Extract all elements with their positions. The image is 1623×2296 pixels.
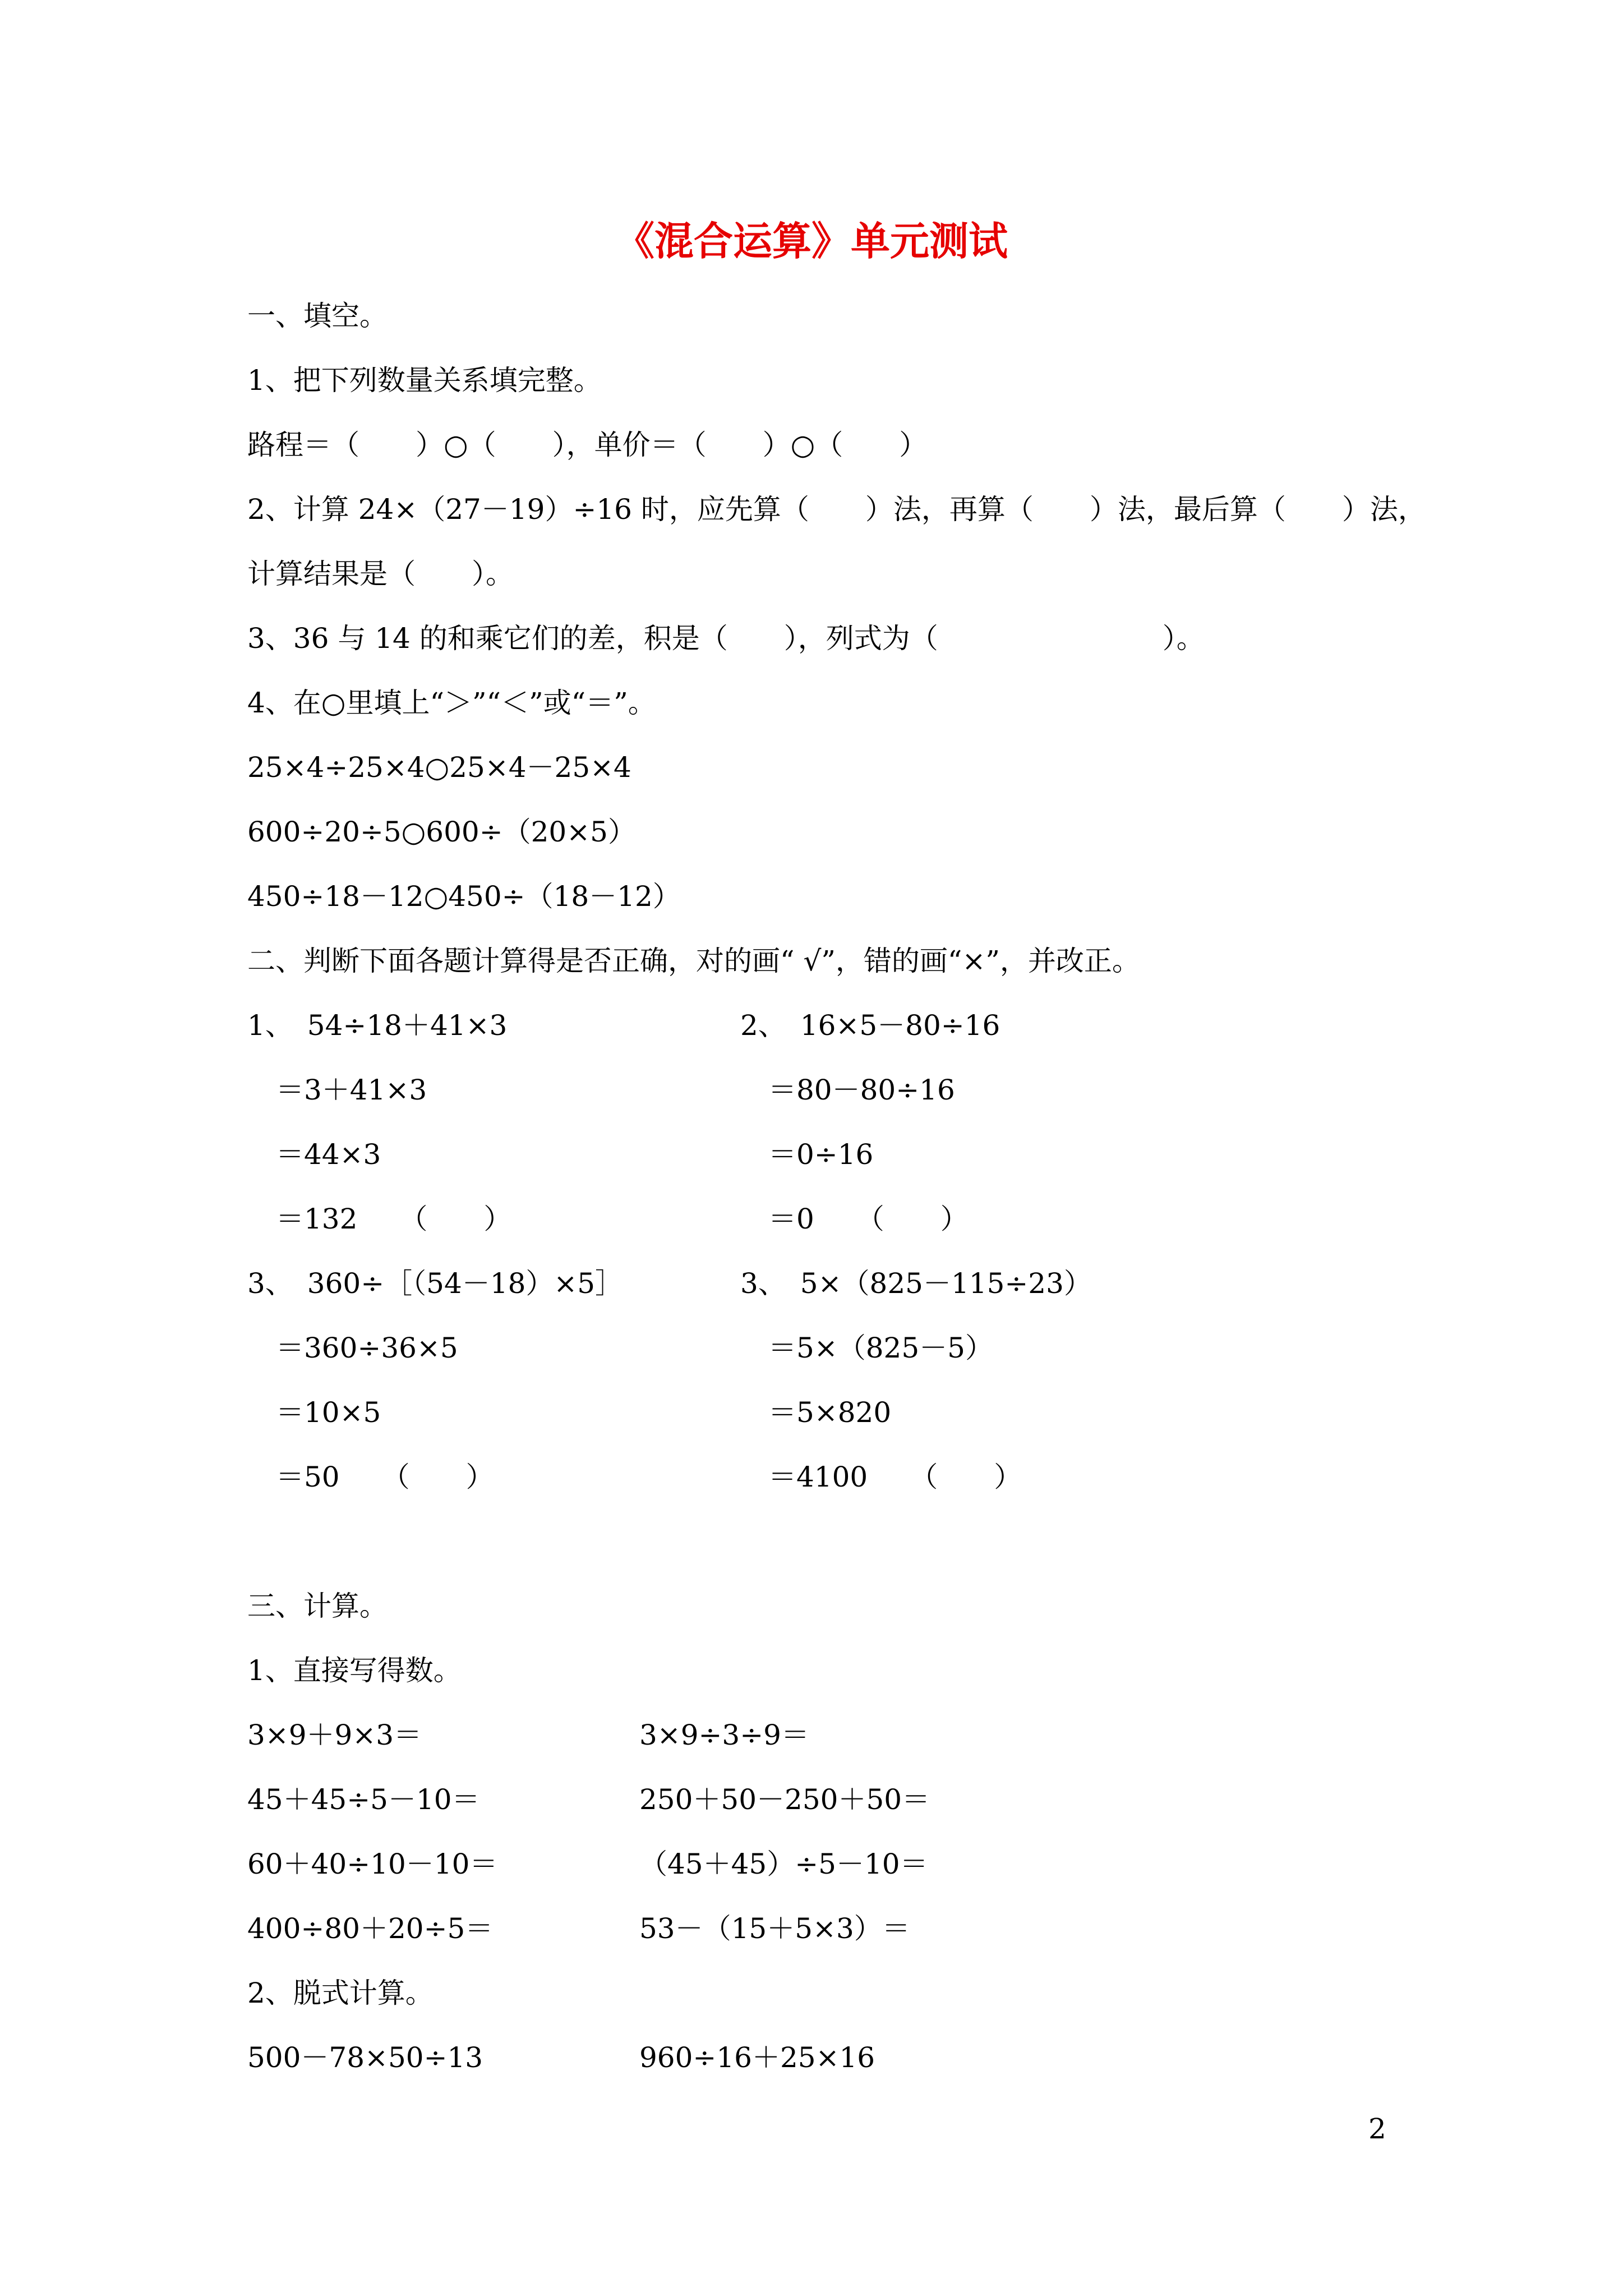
judge-4-step: ＝5×820 (768, 1396, 892, 1429)
judge-3-step: ＝360÷36×5 (276, 1332, 458, 1364)
question-1-3: 3、36 与 14 的和乘它们的差，积是（ ），列式为（ ）。 (247, 622, 1205, 655)
question-1-1: 1、把下列数量关系填完整。 (247, 364, 602, 397)
compare-item: 25×4÷25×4○25×4－25×4 (247, 751, 631, 784)
judge-4-step: 3、 5×（825－115÷23） (740, 1267, 1092, 1300)
compare-item: 450÷18－12○450÷（18－12） (247, 880, 681, 913)
question-3-2: 2、脱式计算。 (247, 1977, 434, 2009)
judge-1-step: ＝3＋41×3 (276, 1074, 427, 1106)
judge-4-step: ＝5×（825－5） (768, 1332, 993, 1364)
judge-2-step: ＝0 （ ） (768, 1203, 969, 1235)
judge-4-step: ＝4100 （ ） (768, 1461, 1022, 1493)
stepwise-calc-item: 500－78×50÷13 (247, 2041, 483, 2074)
question-1-4: 4、在○里填上“＞”“＜”或“＝”。 (247, 687, 656, 719)
direct-calc-item: 45＋45÷5－10＝ (247, 1783, 480, 1816)
section-1-heading: 一、填空。 (247, 300, 388, 332)
question-3-1: 1、直接写得数。 (247, 1654, 462, 1687)
question-1-1-line: 路程＝（ ）○（ ），单价＝（ ）○（ ） (247, 429, 928, 461)
judge-1-step: ＝132 （ ） (276, 1203, 512, 1235)
direct-calc-item: 3×9＋9×3＝ (247, 1719, 422, 1751)
judge-1-step: 1、 54÷18＋41×3 (247, 1009, 508, 1042)
direct-calc-item: 53－（15＋5×3）＝ (639, 1912, 910, 1945)
page-number: 2 (1368, 2113, 1386, 2145)
judge-3-step: ＝10×5 (276, 1396, 381, 1429)
stepwise-calc-item: 960÷16＋25×16 (639, 2041, 875, 2074)
judge-2-step: ＝0÷16 (768, 1138, 874, 1171)
judge-2-step: ＝80－80÷16 (768, 1074, 955, 1106)
direct-calc-item: 250＋50－250＋50＝ (639, 1783, 930, 1816)
direct-calc-item: 400÷80＋20÷5＝ (247, 1912, 494, 1945)
page-title: 《混合运算》单元测试 (615, 218, 1008, 264)
section-3-heading: 三、计算。 (247, 1590, 388, 1622)
judge-3-step: ＝50 （ ） (276, 1461, 494, 1493)
judge-1-step: ＝44×3 (276, 1138, 381, 1171)
direct-calc-item: 60＋40÷10－10＝ (247, 1848, 498, 1880)
question-1-2b: 计算结果是（ ）。 (247, 558, 514, 590)
section-2-heading: 二、判断下面各题计算得是否正确，对的画“ √”，错的画“×”，并改正。 (247, 945, 1140, 977)
compare-item: 600÷20÷5○600÷（20×5） (247, 816, 636, 848)
question-1-2a: 2、计算 24×（27－19）÷16 时，应先算（ ）法，再算（ ）法，最后算（ ）法， (247, 493, 1426, 526)
judge-2-step: 2、 16×5－80÷16 (740, 1009, 1000, 1042)
direct-calc-item: （45＋45）÷5－10＝ (639, 1848, 928, 1880)
direct-calc-item: 3×9÷3÷9＝ (639, 1719, 809, 1751)
judge-3-step: 3、 360÷［（54－18）×5］ (247, 1267, 624, 1300)
